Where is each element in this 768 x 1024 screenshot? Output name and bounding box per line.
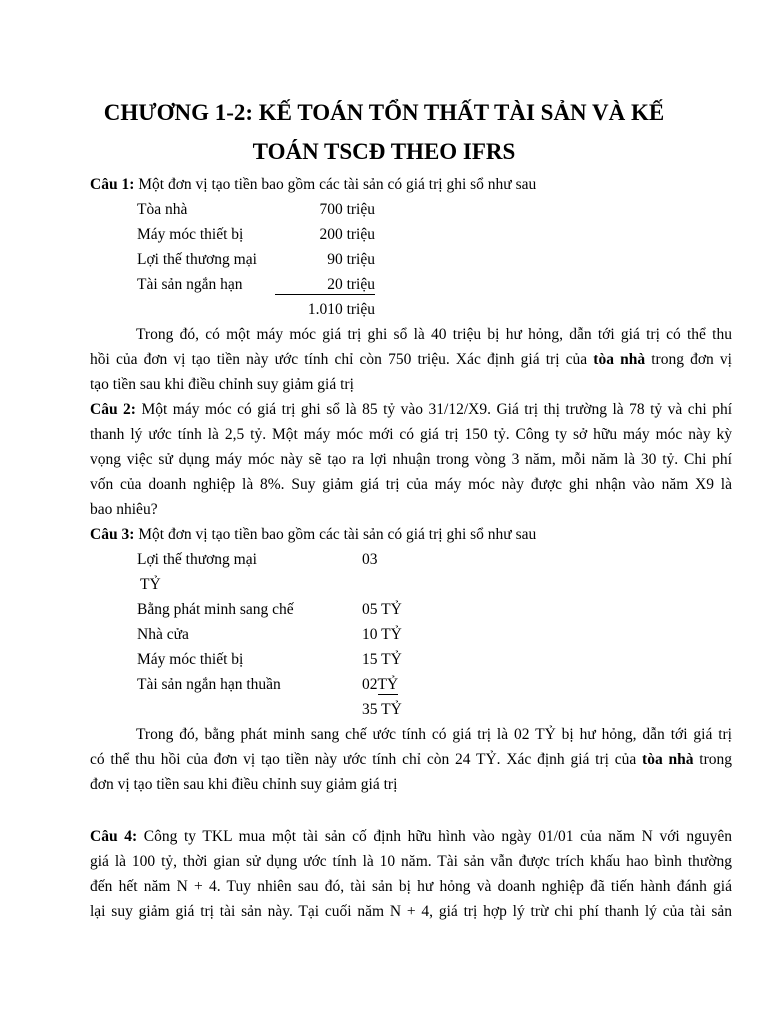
q2-line-2: thanh lý ước tính là 2,5 tỷ. Một máy móc mới có giá trị 150 tỷ. Công ty sở hữu máy móc này kỳ [90, 426, 732, 443]
q3-last-unit-underlined: TỶ [377, 676, 399, 693]
q3-item-name: Nhà cửa [137, 626, 189, 643]
q2-label: Câu 2: [90, 401, 136, 418]
q3-item-name: Máy móc thiết bị [137, 651, 244, 668]
q3-item-name: Bằng phát minh sang chế [137, 601, 294, 618]
q2-line-1 [90, 397, 732, 422]
q1-item-value-underlined: 20 triệu [275, 272, 375, 295]
q3-item-unit: TỶ [140, 576, 161, 593]
q3-intro [90, 522, 732, 547]
q1-item-name: Máy móc thiết bị [137, 226, 244, 243]
q3-para-emphasis: tòa nhà [642, 751, 694, 768]
q3-item-name: Lợi thế thương mại [137, 551, 257, 568]
q3-last-value: 02 [362, 676, 378, 693]
q3-total: 35 TỶ [362, 701, 402, 718]
q1-intro-text: Một đơn vị tạo tiền bao gồm các tài sản có giá trị ghi sổ như sau [134, 176, 537, 193]
q3-paragraph-line-2 [90, 747, 732, 772]
q1-item-value: 700 triệu [319, 201, 375, 218]
q1-paragraph-line-1: Trong đó, có một máy móc giá trị ghi sổ là 40 triệu bị hư hỏng, dẫn tới giá trị có thể thu [136, 326, 732, 343]
q1-item-name: Tài sản ngắn hạn [137, 276, 243, 293]
q4-line-2: giá là 100 tỷ, thời gian sử dụng ước tính là 10 năm. Tài sản vẫn được trích khấu hao bình thường [90, 853, 732, 870]
chapter-title-line-2: TOÁN TSCĐ THEO IFRS [252, 139, 516, 164]
q1-label: Câu 1: [90, 176, 135, 193]
q3-paragraph-line-3: đơn vị tạo tiền sau khi điều chỉnh suy giảm giá trị [90, 776, 398, 793]
q4-line-1 [90, 824, 732, 849]
q3-para-text-c: trong [693, 751, 733, 768]
q3-paragraph-line-1: Trong đó, bằng phát minh sang chế ước tính có giá trị là 02 TỶ bị hư hỏng, dẫn tới giá trị [136, 726, 732, 743]
chapter-title-line-1: CHƯƠNG 1-2: KẾ TOÁN TỔN THẤT TÀI SẢN VÀ KẾ [103, 100, 665, 125]
q3-label: Câu 3: [90, 526, 135, 543]
q3-item-value: 15 TỶ [362, 651, 402, 668]
q3-item-name: Tài sản ngắn hạn thuần [137, 676, 281, 693]
q3-item-value: 05 TỶ [362, 601, 402, 618]
q1-item-value: 200 triệu [319, 226, 375, 243]
q4-line-1-text: Công ty TKL mua một tài sản cố định hữu hình vào ngày 01/01 của năm N với nguyên [137, 828, 732, 845]
q3-item-value: 03 [362, 551, 378, 568]
q2-line-4: vốn của doanh nghiệp là 8%. Suy giảm giá trị của máy móc này được ghi nhận vào năm X9 là [90, 476, 732, 493]
q3-intro-text: Một đơn vị tạo tiền bao gồm các tài sản có giá trị ghi sổ như sau [134, 526, 537, 543]
q1-total: 1.010 triệu [307, 301, 375, 318]
q2-line-1-text: Một máy móc có giá trị ghi sổ là 85 tỷ vào 31/12/X9. Giá trị thị trường là 78 tỷ và chi phí [135, 401, 732, 418]
q1-intro [90, 172, 732, 197]
q1-item-value: 90 triệu [327, 251, 375, 268]
q2-line-5: bao nhiêu? [90, 501, 158, 518]
q1-paragraph-line-3: tạo tiền sau khi điều chỉnh suy giảm giá trị [90, 376, 354, 393]
q4-line-3: đến hết năm N + 4. Tuy nhiên sau đó, tài sản bị hư hỏng và doanh nghiệp đã tiến hành đánh giá [90, 878, 732, 895]
q1-item-name: Tòa nhà [137, 201, 188, 218]
q3-item-value: 10 TỶ [362, 626, 402, 643]
q1-para-emphasis: tòa nhà [593, 351, 646, 368]
q2-line-3: vọng việc sử dụng máy móc này sẽ tạo ra lợi nhuận trong vòng 3 năm, mỗi năm là 30 tỷ. Chi phí [90, 451, 732, 468]
q3-para-text-a: có thể thu hồi của đơn vị tạo tiền này ước tính chỉ còn 24 TỶ. Xác định giá trị của [90, 751, 643, 768]
q1-paragraph-line-2 [90, 347, 732, 372]
q1-para-text-c: trong đơn vị [645, 351, 732, 368]
q4-label: Câu 4: [90, 828, 138, 845]
q1-item-name: Lợi thế thương mại [137, 251, 257, 268]
q4-line-4: lại suy giảm giá trị tài sản này. Tại cuối năm N + 4, giá trị hợp lý trừ chi phí thanh lý của tài sản [90, 903, 732, 920]
q3-item-value [362, 672, 398, 697]
q1-para-text-a: hồi của đơn vị tạo tiền này ước tính chỉ còn 750 triệu. Xác định giá trị của [90, 351, 594, 368]
